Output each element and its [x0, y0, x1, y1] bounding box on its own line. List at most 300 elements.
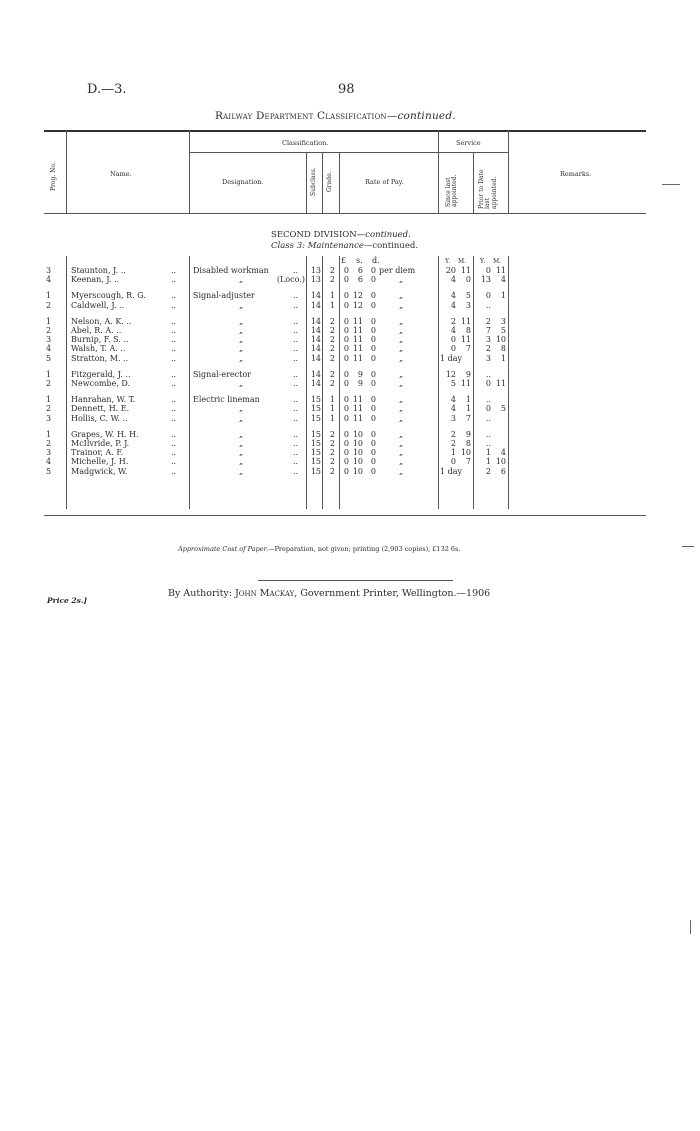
- cell-no: 4: [46, 275, 52, 285]
- cell-no: 5: [46, 353, 52, 363]
- cell-l: 0: [343, 395, 349, 405]
- cell-sy: 20: [445, 266, 456, 275]
- cell-per: „: [399, 429, 404, 439]
- cell-sm: 9: [465, 369, 471, 379]
- scan-mark-1: [662, 184, 680, 185]
- cell-grade: 2: [329, 457, 335, 467]
- cell-s: 11: [352, 353, 363, 363]
- cell-py: 7: [485, 326, 491, 335]
- col-sep-7: [473, 152, 474, 214]
- cell-py: ..: [485, 300, 491, 310]
- cell-dd: ..: [293, 344, 299, 354]
- cell-name: Madgwick, W.: [71, 466, 128, 476]
- unit-since-months: M.: [458, 258, 467, 265]
- cell-l: 0: [343, 291, 349, 301]
- cell-l: 0: [343, 275, 349, 285]
- authority-rule: [258, 580, 453, 581]
- body-bottom-rule: [44, 515, 646, 516]
- cell-per: per diem: [379, 266, 416, 275]
- cell-per: „: [399, 404, 404, 414]
- cell-grade: 2: [329, 326, 335, 335]
- cell-s: 6: [357, 266, 363, 275]
- section-class-suffix: —continued.: [363, 241, 419, 251]
- body-sep-8: [508, 256, 509, 509]
- cell-s: 6: [357, 275, 363, 285]
- cell-l: 0: [343, 369, 349, 379]
- header-subclass: Subclass.: [310, 167, 317, 196]
- cell-sm: 7: [465, 413, 471, 423]
- cell-s: 11: [352, 344, 363, 354]
- cell-s: 11: [352, 316, 363, 326]
- cell-grade: 1: [329, 395, 335, 405]
- printer-authority: [168, 588, 490, 599]
- cell-sy: 1 day: [440, 466, 463, 476]
- col-sep-5: [339, 152, 340, 214]
- cell-s: 10: [352, 466, 363, 476]
- cell-grade: 1: [329, 300, 335, 310]
- cell-l: 0: [343, 300, 349, 310]
- cell-dd: ..: [293, 369, 299, 379]
- scan-mark-2: [682, 546, 694, 547]
- cell-l: 0: [343, 439, 349, 448]
- unit-since-years: Y.: [445, 258, 451, 265]
- cell-dd: ..: [293, 448, 299, 458]
- cell-sm: 11: [460, 316, 471, 326]
- cell-l: 0: [343, 266, 349, 275]
- cell-no: 2: [46, 326, 52, 335]
- cell-grade: 2: [329, 344, 335, 354]
- cell-l: 0: [343, 316, 349, 326]
- document-reference: D.—3.: [87, 82, 127, 97]
- cell-sub: 15: [310, 466, 321, 476]
- unit-pounds: £: [341, 256, 347, 265]
- cell-dd: ..: [293, 457, 299, 467]
- cell-pm: 1: [500, 353, 506, 363]
- cell-grade: 1: [329, 291, 335, 301]
- unit-shillings: s.: [356, 256, 363, 265]
- table-title: [215, 110, 456, 122]
- cell-sub: 14: [310, 344, 321, 354]
- cell-dd: ..: [293, 266, 299, 275]
- cell-py: ..: [485, 439, 491, 448]
- cell-dots: ..: [171, 439, 177, 448]
- cell-no: 1: [46, 395, 52, 405]
- cell-no: 4: [46, 457, 52, 467]
- cell-d: 0: [370, 300, 376, 310]
- scan-mark-3: [690, 920, 691, 934]
- cell-dots: ..: [171, 275, 177, 285]
- cell-sub: 14: [310, 369, 321, 379]
- cell-pm: 5: [500, 404, 506, 414]
- cell-desig: Disabled workman: [193, 266, 269, 275]
- cell-sub: 15: [310, 429, 321, 439]
- cell-pm: 11: [495, 379, 506, 388]
- header-bottom-rule: [44, 213, 646, 214]
- cell-name: Abel, R. A. ..: [71, 326, 122, 335]
- cell-desig: Electric lineman: [193, 395, 260, 405]
- cell-per: „: [399, 275, 404, 285]
- cell-sub: 15: [310, 439, 321, 448]
- cell-name: Newcombe, D.: [71, 379, 131, 388]
- cell-sub: 13: [310, 266, 321, 275]
- cell-s: 10: [352, 429, 363, 439]
- cell-d: 0: [370, 439, 376, 448]
- cell-d: 0: [370, 326, 376, 335]
- cell-sub: 14: [310, 379, 321, 388]
- cell-d: 0: [370, 266, 376, 275]
- cell-per: „: [399, 369, 404, 379]
- cell-l: 0: [343, 326, 349, 335]
- header-prior-line3: appointed.: [490, 176, 498, 209]
- cell-name: Hanrahan, W. T.: [71, 395, 136, 405]
- cell-sy: 0: [450, 335, 456, 345]
- cell-sy: 4: [450, 275, 456, 285]
- cell-grade: 2: [329, 335, 335, 345]
- cell-per: „: [399, 316, 404, 326]
- cell-no: 2: [46, 300, 52, 310]
- cell-sub: 15: [310, 395, 321, 405]
- cell-grade: 2: [329, 275, 335, 285]
- cell-grade: 2: [329, 369, 335, 379]
- col-sep-1: [66, 130, 67, 214]
- cell-dd: ..: [293, 353, 299, 363]
- cell-sub: 15: [310, 413, 321, 423]
- cell-sy: 3: [450, 413, 456, 423]
- cell-d: 0: [370, 316, 376, 326]
- cell-d: 0: [370, 448, 376, 458]
- cell-desig: Signal-erector: [193, 369, 251, 379]
- cell-d: 0: [370, 466, 376, 476]
- cell-pm: 1: [500, 291, 506, 301]
- cell-pm: 4: [500, 275, 506, 285]
- cell-s: 11: [352, 413, 363, 423]
- cell-name: Caldwell, J. ..: [71, 300, 125, 310]
- cell-sm: 11: [460, 335, 471, 345]
- cell-desig: „ (Loco.): [239, 275, 305, 285]
- cell-name: Keenan, J. ..: [71, 275, 120, 285]
- cell-name: McIlvride, P. J.: [71, 439, 130, 448]
- cell-name: Myerscough, R. G.: [71, 291, 146, 301]
- body-sep-1: [66, 256, 67, 509]
- header-prior-line2: last: [484, 198, 492, 209]
- cell-d: 0: [370, 275, 376, 285]
- cell-no: 2: [46, 379, 52, 388]
- unit-prior-months: M.: [493, 258, 502, 265]
- cell-desig: „: [239, 448, 244, 458]
- printer-name: John Mackay,: [235, 588, 298, 599]
- cell-s: 11: [352, 404, 363, 414]
- cell-sub: 15: [310, 457, 321, 467]
- cell-sub: 14: [310, 326, 321, 335]
- cell-grade: 2: [329, 316, 335, 326]
- cell-dd: ..: [293, 300, 299, 310]
- cell-desig: „: [239, 344, 244, 354]
- col-sep-3: [306, 152, 307, 214]
- cell-name: Hollis, C. W. ..: [71, 413, 128, 423]
- table-title-main: Railway Department Classification: [215, 110, 387, 122]
- cell-grade: 2: [329, 466, 335, 476]
- cell-sy: 12: [445, 369, 456, 379]
- cell-grade: 2: [329, 429, 335, 439]
- cell-desig: „: [239, 404, 244, 414]
- cell-py: 2: [485, 316, 491, 326]
- cell-py: 0: [485, 291, 491, 301]
- cell-sm: 3: [465, 300, 471, 310]
- cell-l: 0: [343, 429, 349, 439]
- cell-l: 0: [343, 448, 349, 458]
- cell-dd: ..: [293, 395, 299, 405]
- cell-d: 0: [370, 404, 376, 414]
- cell-per: „: [399, 300, 404, 310]
- cell-dots: ..: [171, 300, 177, 310]
- cell-dots: ..: [171, 404, 177, 414]
- cell-per: „: [399, 344, 404, 354]
- cell-sy: 2: [450, 439, 456, 448]
- authority-suffix: Government Printer, Wellington.—1906: [300, 588, 491, 599]
- header-prior-to-date: [479, 153, 498, 209]
- cell-dd: ..: [293, 429, 299, 439]
- cell-s: 9: [357, 379, 363, 388]
- cell-sy: 4: [450, 291, 456, 301]
- cell-l: 0: [343, 413, 349, 423]
- cell-desig: Signal-adjuster: [193, 291, 255, 301]
- cell-dots: ..: [171, 344, 177, 354]
- cell-grade: 1: [329, 404, 335, 414]
- cell-per: „: [399, 395, 404, 405]
- cell-no: 4: [46, 344, 52, 354]
- cell-no: 1: [46, 429, 52, 439]
- cell-grade: 1: [329, 413, 335, 423]
- cell-per: „: [399, 353, 404, 363]
- cell-pm: 5: [500, 326, 506, 335]
- col-sep-6: [438, 130, 439, 214]
- cell-dots: ..: [171, 457, 177, 467]
- cell-sm: 5: [465, 291, 471, 301]
- cell-d: 0: [370, 291, 376, 301]
- header-classification: Classification.: [282, 139, 329, 147]
- section-class-name: Maintenance: [307, 241, 364, 251]
- cell-d: 0: [370, 395, 376, 405]
- cell-pm: 8: [500, 344, 506, 354]
- header-grade: Grade.: [326, 171, 333, 192]
- cell-sm: 7: [465, 344, 471, 354]
- cell-sub: 14: [310, 335, 321, 345]
- cell-dots: ..: [171, 466, 177, 476]
- cell-sy: 5: [450, 379, 456, 388]
- cell-sm: 1: [465, 395, 471, 405]
- body-sep-5: [339, 256, 340, 509]
- cell-dots: ..: [171, 413, 177, 423]
- cell-sm: 10: [460, 448, 471, 458]
- cell-grade: 2: [329, 353, 335, 363]
- cell-sm: 8: [465, 439, 471, 448]
- cell-per: „: [399, 448, 404, 458]
- cell-no: 3: [46, 266, 52, 275]
- cell-s: 10: [352, 457, 363, 467]
- cell-s: 11: [352, 395, 363, 405]
- cell-per: „: [399, 291, 404, 301]
- cell-sub: 14: [310, 316, 321, 326]
- cell-sm: 11: [460, 266, 471, 275]
- section-class: [271, 241, 418, 251]
- cell-dots: ..: [171, 429, 177, 439]
- cell-sub: 14: [310, 353, 321, 363]
- cell-no: 3: [46, 413, 52, 423]
- cell-dots: ..: [171, 326, 177, 335]
- cell-no: 2: [46, 439, 52, 448]
- cell-dd: ..: [293, 439, 299, 448]
- cell-dots: ..: [171, 316, 177, 326]
- cell-sy: 2: [450, 316, 456, 326]
- header-designation: Designation.: [222, 178, 264, 186]
- section-division: [271, 230, 411, 240]
- cell-py: 0: [485, 379, 491, 388]
- cell-dots: ..: [171, 369, 177, 379]
- col-sep-2: [189, 130, 190, 214]
- cell-no: 2: [46, 404, 52, 414]
- body-sep-2: [189, 256, 190, 509]
- cell-sm: 11: [460, 379, 471, 388]
- cell-desig: „: [239, 300, 244, 310]
- cost-of-paper-note: [178, 545, 460, 553]
- cell-sm: 0: [465, 275, 471, 285]
- cell-name: Stratton, M. ..: [71, 353, 129, 363]
- cell-py: 1: [485, 448, 491, 458]
- cost-label: Approximate Cost of Paper.: [178, 545, 269, 553]
- cell-py: 2: [485, 344, 491, 354]
- cell-pm: 10: [495, 457, 506, 467]
- cell-desig: „: [239, 413, 244, 423]
- cell-no: 1: [46, 291, 52, 301]
- cell-d: 0: [370, 335, 376, 345]
- header-top-rule: [44, 130, 646, 132]
- cell-per: „: [399, 379, 404, 388]
- col-sep-4: [322, 152, 323, 214]
- cell-dots: ..: [171, 395, 177, 405]
- classification-subrule: [189, 152, 508, 153]
- cell-py: ..: [485, 429, 491, 439]
- cell-l: 0: [343, 466, 349, 476]
- table-title-suffix: —continued.: [386, 110, 456, 122]
- cell-name: Grapes, W. H. H.: [71, 429, 139, 439]
- header-prog-no: Prog. No.: [50, 162, 57, 191]
- cell-py: ..: [485, 395, 491, 405]
- cell-no: 3: [46, 448, 52, 458]
- cell-sy: 2: [450, 429, 456, 439]
- cell-s: 10: [352, 439, 363, 448]
- cell-dots: ..: [171, 379, 177, 388]
- cell-no: 1: [46, 369, 52, 379]
- section-class-label: Class 3:: [271, 241, 305, 251]
- cell-dd: ..: [293, 335, 299, 345]
- cell-name: Fitzgerald, J. ..: [71, 369, 131, 379]
- unit-pence: d.: [372, 256, 380, 265]
- cell-py: 0: [485, 266, 491, 275]
- header-since-last-appointed: [446, 153, 459, 207]
- cell-desig: „: [239, 316, 244, 326]
- cell-name: Burnip, F. S. ..: [71, 335, 129, 345]
- cell-d: 0: [370, 369, 376, 379]
- cell-sm: 8: [465, 326, 471, 335]
- header-remarks: Remarks.: [560, 170, 592, 178]
- cell-desig: „: [239, 379, 244, 388]
- cell-py: ..: [485, 413, 491, 423]
- cell-no: 3: [46, 335, 52, 345]
- cell-per: „: [399, 326, 404, 335]
- cell-desig: „: [239, 429, 244, 439]
- header-rate-of-pay: Rate of Pay.: [365, 178, 404, 186]
- cell-desig: „: [239, 439, 244, 448]
- cell-dd: ..: [293, 379, 299, 388]
- cell-name: Nelson, A. K. ..: [71, 316, 132, 326]
- cell-d: 0: [370, 379, 376, 388]
- cell-per: „: [399, 439, 404, 448]
- cell-no: 5: [46, 466, 52, 476]
- cell-pm: 4: [500, 448, 506, 458]
- cell-py: 13: [480, 275, 491, 285]
- cost-text: —Preparation, not given; printing (2,903 copies), £132 6s.: [268, 545, 461, 553]
- cell-py: ..: [485, 369, 491, 379]
- cell-name: Dennett, H. E.: [71, 404, 130, 414]
- cell-d: 0: [370, 353, 376, 363]
- page-number: 98: [338, 82, 355, 97]
- cell-sy: 4: [450, 326, 456, 335]
- cell-dd: ..: [293, 316, 299, 326]
- cell-l: 0: [343, 335, 349, 345]
- header-prior-line1: Prior to Date: [478, 169, 485, 209]
- unit-prior-years: Y.: [480, 258, 486, 265]
- cell-name: Michelle, J. H.: [71, 457, 129, 467]
- cell-no: 1: [46, 316, 52, 326]
- cell-sub: 14: [310, 291, 321, 301]
- cell-pm: 10: [495, 335, 506, 345]
- cell-grade: 2: [329, 266, 335, 275]
- cell-d: 0: [370, 457, 376, 467]
- header-service: Service: [456, 139, 481, 147]
- cell-grade: 2: [329, 379, 335, 388]
- cell-dots: ..: [171, 448, 177, 458]
- cell-sm: 9: [465, 429, 471, 439]
- cell-name: Walsh, T. A. ..: [71, 344, 126, 354]
- cell-l: 0: [343, 344, 349, 354]
- authority-prefix: By Authority:: [168, 588, 232, 599]
- cell-name: Staunton, J. ..: [71, 266, 126, 275]
- cell-s: 12: [352, 300, 363, 310]
- cell-pm: 6: [500, 466, 506, 476]
- cell-sub: 15: [310, 448, 321, 458]
- cell-dd: ..: [293, 291, 299, 301]
- cell-s: 10: [352, 448, 363, 458]
- cell-desig: „: [239, 335, 244, 345]
- cell-s: 11: [352, 335, 363, 345]
- cell-sy: 4: [450, 300, 456, 310]
- cell-sm: 7: [465, 457, 471, 467]
- cell-grade: 2: [329, 439, 335, 448]
- cell-sy: 0: [450, 457, 456, 467]
- cell-l: 0: [343, 353, 349, 363]
- cell-dots: ..: [171, 353, 177, 363]
- cell-desig: „: [239, 457, 244, 467]
- cell-grade: 2: [329, 448, 335, 458]
- cell-sy: 0: [450, 344, 456, 354]
- body-sep-7: [473, 256, 474, 509]
- cell-sub: 13: [310, 275, 321, 285]
- cell-dd: ..: [293, 326, 299, 335]
- cell-py: 2: [485, 466, 491, 476]
- cell-pm: 3: [500, 316, 506, 326]
- cell-py: 0: [485, 404, 491, 414]
- cell-s: 12: [352, 291, 363, 301]
